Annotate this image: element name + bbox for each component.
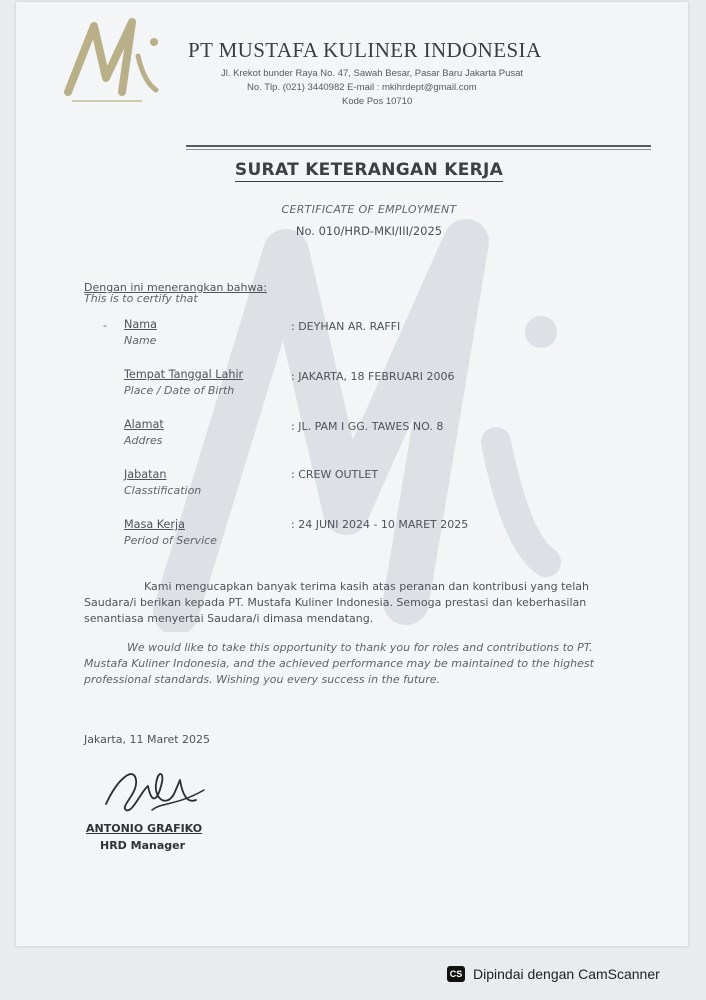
field-label-address: Alamat <box>124 418 164 431</box>
field-value-address: : JL. PAM I GG. TAWES NO. 8 <box>291 420 444 433</box>
signature-icon <box>100 760 210 822</box>
letterhead-divider <box>186 145 651 147</box>
field-label-name-en: Name <box>124 334 157 347</box>
document-subtitle: CERTIFICATE OF EMPLOYMENT <box>281 203 457 216</box>
document-page <box>16 2 688 946</box>
list-dash: - <box>103 319 107 332</box>
field-label-position-en: Classtification <box>124 484 202 497</box>
field-value-position: : CREW OUTLET <box>291 468 379 481</box>
mk-monogram-icon <box>60 12 170 108</box>
field-value-service: : 24 JUNI 2024 - 10 MARET 2025 <box>291 518 469 531</box>
field-label-position: Jabatan <box>124 468 167 481</box>
camscanner-icon: CS <box>447 966 465 982</box>
field-label-birth-en: Place / Date of Birth <box>124 384 235 397</box>
place-date: Jakarta, 11 Maret 2025 <box>84 733 211 746</box>
company-name: PT MUSTAFA KULINER INDONESIA <box>188 38 542 62</box>
camscanner-label: Dipindai dengan CamScanner <box>473 966 660 982</box>
closing-paragraph-en-text: We would like to take this opportunity to thank you for roles and contributions to PT. Mustafa Kuliner Indonesia, and the achieved performance may be maintained to the highest professional standards. Wishing you every success in the future. <box>84 641 594 686</box>
company-contact: No. Tlp. (021) 3440982 E-mail : mkihrdept@gmail.com <box>247 82 477 93</box>
closing-paragraph-en <box>84 640 634 688</box>
field-label-name: Nama <box>124 318 157 331</box>
closing-paragraph-text: Kami mengucapkan banyak terima kasih atas peranan dan kontribusi yang telah Saudara/i berikan kepada PT. Mustafa Kuliner Indonesia. Semoga prestasi dan keberhasilan senantiasa menyertai Saudara/i dimasa mendatang. <box>84 580 589 625</box>
signer-title: HRD Manager <box>100 839 186 852</box>
closing-paragraph <box>84 579 624 627</box>
intro-text-en: This is to certify that <box>84 292 198 305</box>
field-label-address-en: Addres <box>124 434 163 447</box>
letterhead-divider-thin <box>186 149 651 150</box>
document-title <box>16 160 688 180</box>
field-label-birth: Tempat Tanggal Lahir <box>124 368 244 381</box>
document-title-text: SURAT KETERANGAN KERJA <box>234 160 504 180</box>
field-label-service-en: Period of Service <box>124 534 217 547</box>
field-value-name: : DEYHAN AR. RAFFI <box>291 320 401 333</box>
field-label-service: Masa Kerja <box>124 518 185 531</box>
document-number: No. 010/HRD-MKI/III/2025 <box>295 224 443 238</box>
company-address: Jl. Krekot bunder Raya No. 47, Sawah Besar, Pasar Baru Jakarta Pusat <box>221 68 524 79</box>
intro-text: Dengan ini menerangkan bahwa: <box>84 281 267 294</box>
field-value-birth: : JAKARTA, 18 FEBRUARI 2006 <box>291 370 455 383</box>
company-postal-code: Kode Pos 10710 <box>342 96 413 107</box>
camscanner-badge <box>447 963 660 985</box>
signer-name: ANTONIO GRAFIKO <box>86 822 203 835</box>
